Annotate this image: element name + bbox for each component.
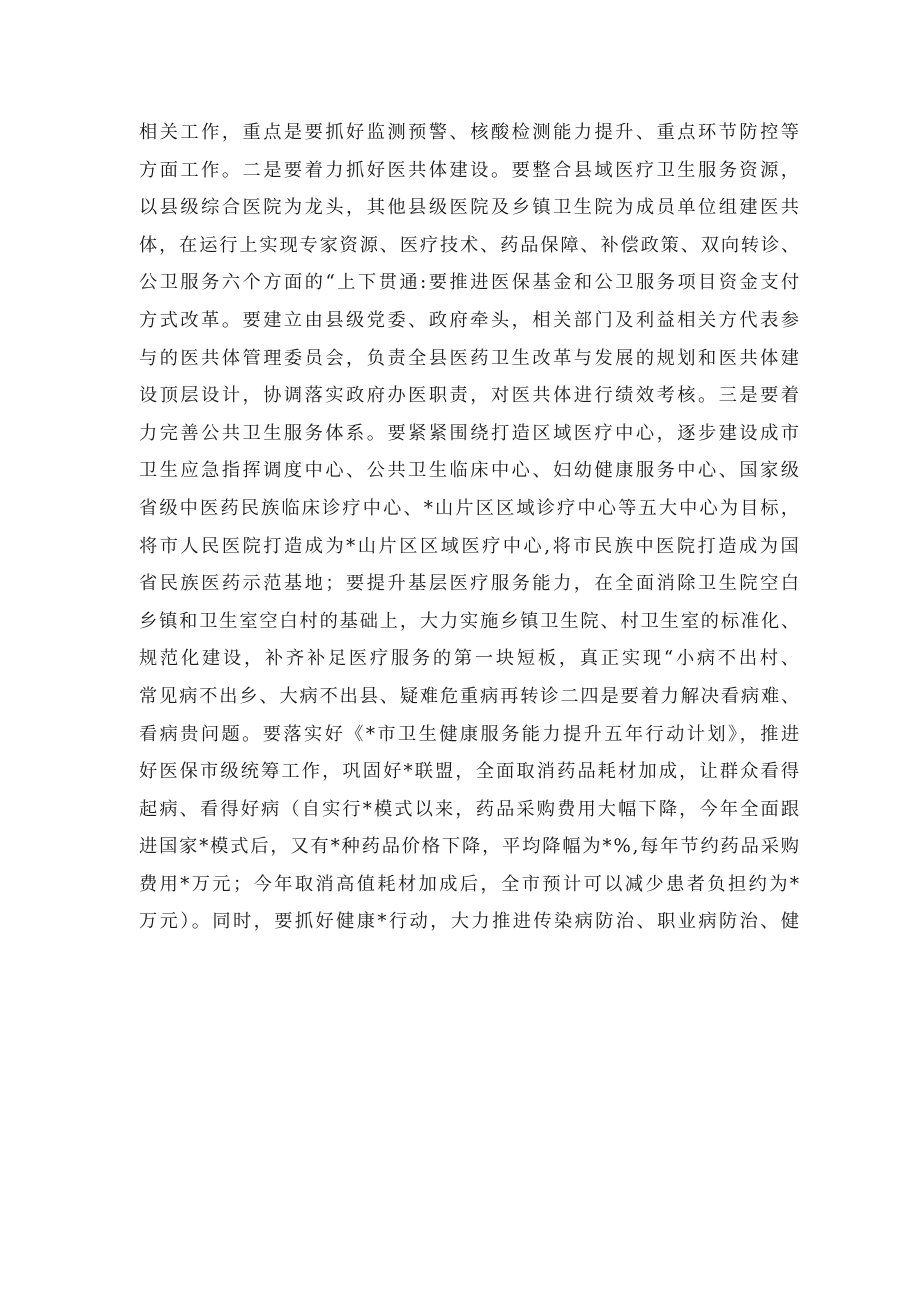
- text-line: 好医保市级统筹工作，巩固好*联盟，全面取消药品耗材加成，让群众看得: [139, 761, 802, 783]
- text-line: 进国家*模式后，又有*种药品价格下降，平均降幅为*%,每年节约药品采购: [139, 836, 801, 858]
- text-line: 费用*万元；今年取消高值耗材加成后，全市预计可以减少患者负担约为*: [139, 873, 802, 895]
- text-line: 与的医共体管理委员会，负责全县医药卫生改革与发展的规划和医共体建: [139, 347, 802, 369]
- text-line: 方面工作。二是要着力抓好医共体建设。要整合县域医疗卫生服务资源，: [139, 159, 802, 181]
- text-line: 体，在运行上实现专家资源、医疗技术、药品保障、补偿政策、双向转诊、: [139, 234, 802, 256]
- text-line: 设顶层设计，协调落实政府办医职责，对医共体进行绩效考核。三是要着: [139, 385, 802, 407]
- text-line: 省民族医药示范基地；要提升基层医疗服务能力，在全面消除卫生院空白: [139, 573, 802, 595]
- text-line: 相关工作，重点是要抓好监测预警、核酸检测能力提升、重点环节防控等: [139, 122, 802, 143]
- text-line: 起病、看得好病（自实行*模式以来，药品采购费用大幅下降，今年全面跟: [139, 798, 802, 820]
- text-line: 以县级综合医院为龙头，其他县级医院及乡镇卫生院为成员单位组建医共: [139, 197, 802, 219]
- text-line: 卫生应急指挥调度中心、公共卫生临床中心、妇幼健康服务中心、国家级: [139, 460, 802, 482]
- text-line: 常见病不出乡、大病不出县、疑难危重病再转诊二四是要着力解决看病难、: [139, 685, 802, 707]
- text-line: 省级中医药民族临床诊疗中心、*山片区区域诊疗中心等五大中心为目标，: [139, 497, 802, 519]
- text-line: 方式改革。要建立由县级党委、政府牵头，相关部门及利益相关方代表参: [139, 309, 802, 331]
- text-line: 乡镇和卫生室空白村的基础上，大力实施乡镇卫生院、村卫生室的标准化、: [139, 610, 802, 632]
- text-line: 看病贵问题。要落实好《*市卫生健康服务能力提升五年行动计划》，推进: [139, 723, 802, 745]
- body-paragraph: [139, 114, 802, 941]
- text-line: 公卫服务六个方面的“上下贯通:要推进医保基金和公卫服务项目资金支付: [139, 272, 802, 294]
- text-line: 万元）。同时，要抓好健康*行动，大力推进传染病防治、职业病防治、健: [139, 911, 802, 933]
- text-line: 规范化建设，补齐补足医疗服务的第一块短板，真正实现“小病不出村、: [139, 648, 802, 670]
- text-line: 将市人民医院打造成为*山片区区域医疗中心,将市民族中医院打造成为国: [139, 535, 802, 557]
- text-line: 力完善公共卫生服务体系。要紧紧围绕打造区域医疗中心，逐步建设成市: [139, 422, 802, 444]
